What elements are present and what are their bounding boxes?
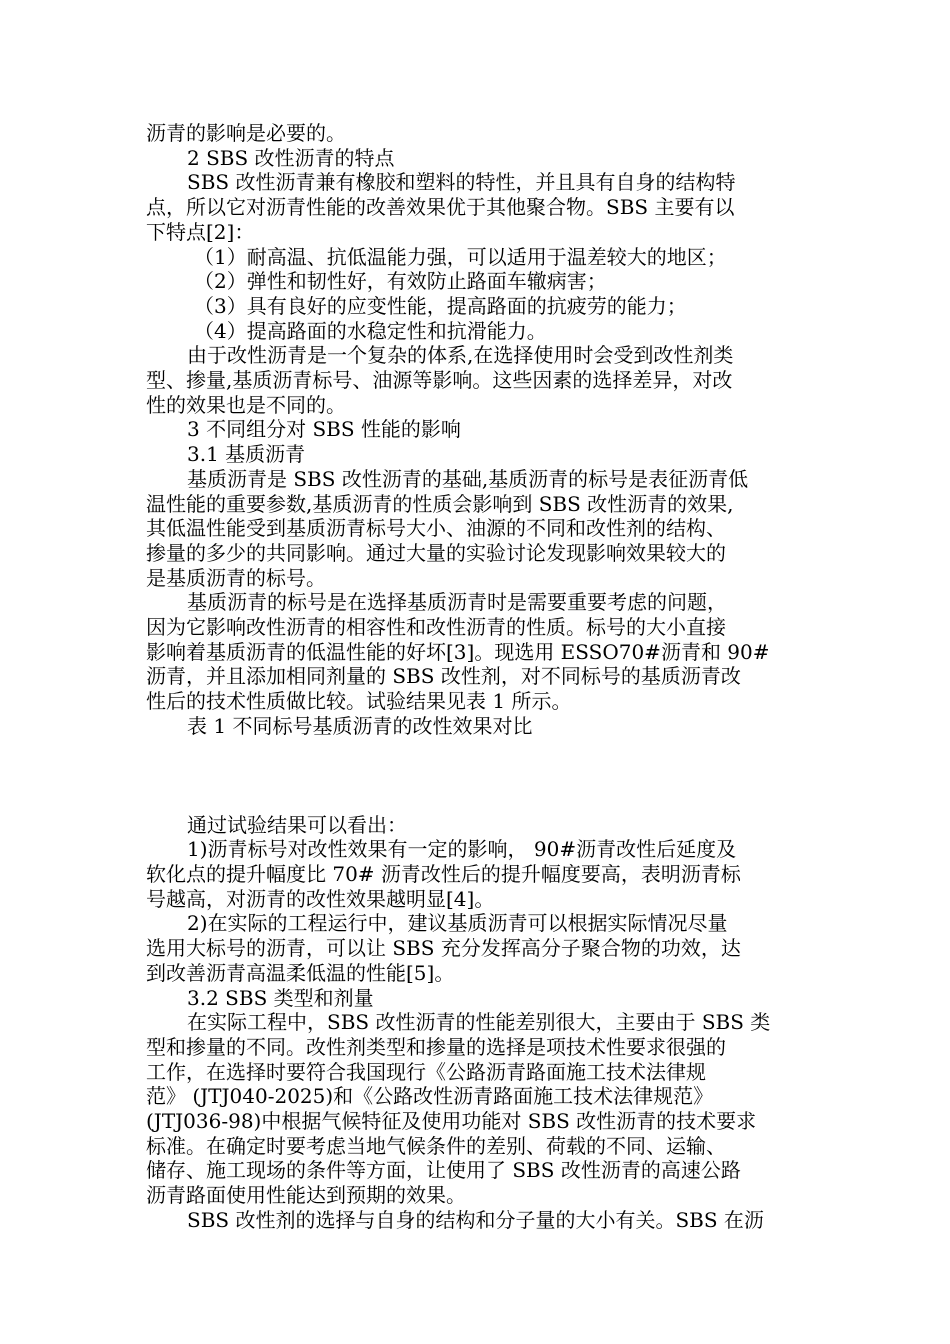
subsection-heading: 3.2 SBS 类型和剂量 [187,985,374,1010]
text-line: 型和掺量的不同。改性剂类型和掺量的选择是项技术性要求很强的 [146,1034,726,1059]
text-line: 沥青，并且添加相同剂量的 SBS 改性剂，对不同标号的基质沥青改 [146,664,741,689]
text-line: 因为它影响改性沥青的相容性和改性沥青的性质。标号的大小直接 [146,615,726,640]
table-placeholder-gap [146,739,806,813]
text-line: (JTJ036-98)中根据气候特征及使用功能对 SBS 改性沥青的技术要求 [146,1109,757,1134]
section-heading: 2 SBS 改性沥青的特点 [187,145,395,170]
text-line: 性的效果也是不同的。 [146,392,346,417]
text-line: 影响着基质沥青的低温性能的好坏[3]。现选用 ESSO70#沥青和 90# [146,639,770,664]
text-line: 型、掺量,基质沥青标号、油源等影响。这些因素的选择差异，对改 [146,368,733,393]
text-line: 号越高，对沥青的改性效果越明显[4]。 [146,886,495,911]
text-line: 储存、施工现场的条件等方面，让使用了 SBS 改性沥青的高速公路 [146,1158,741,1183]
list-item: （4）提高路面的水稳定性和抗滑能力。 [194,318,547,343]
text-line: 沥青路面使用性能达到预期的效果。 [146,1183,466,1208]
text-line: 工作，在选择时要符合我国现行《公路沥青路面施工技术法律规 [146,1059,706,1084]
text-line: 选用大标号的沥青，可以让 SBS 充分发挥高分子聚合物的功效，达 [146,936,741,961]
text-line: 1)沥青标号对改性效果有一定的影响， 90#沥青改性后延度及 [187,837,737,862]
section-heading: 3 不同组分对 SBS 性能的影响 [187,417,461,442]
document-body [146,121,806,1233]
text-line: 软化点的提升幅度比 70# 沥青改性后的提升幅度要高，表明沥青标 [146,861,741,886]
text-line: SBS 改性剂的选择与自身的结构和分子量的大小有关。SBS 在沥 [187,1207,764,1232]
text-line: 掺量的多少的共同影响。通过大量的实验讨论发现影响效果较大的 [146,540,726,565]
text-line: 下特点[2]： [146,219,255,244]
text-line: 沥青的影响是必要的。 [146,121,346,145]
text-line: 标准。在确定时要考虑当地气候条件的差别、荷载的不同、运输、 [146,1133,726,1158]
text-line: 其低温性能受到基质沥青标号大小、油源的不同和改性剂的结构、 [146,516,726,541]
text-line: 2)在实际的工程运行中，建议基质沥青可以根据实际情况尽量 [187,911,728,936]
list-item: （1）耐高温、抗低温能力强，可以适用于温差较大的地区； [194,244,727,269]
list-item: （2）弹性和韧性好，有效防止路面车辙病害； [194,269,607,294]
text-line: 通过试验结果可以看出： [187,812,407,837]
text-line: 性后的技术性质做比较。试验结果见表 1 所示。 [146,689,572,714]
text-line: 由于改性沥青是一个复杂的体系,在选择使用时会受到改性剂类 [187,343,734,368]
text-line: 到改善沥青高温柔低温的性能[5]。 [146,960,455,985]
list-item: （3）具有良好的应变性能，提高路面的抗疲劳的能力； [194,293,687,318]
table-caption: 表 1 不同标号基质沥青的改性效果对比 [187,713,533,738]
subsection-heading: 3.1 基质沥青 [187,442,306,467]
text-line: 是基质沥青的标号。 [146,565,326,590]
text-line: 范》 (JTJ040-2025)和《公路改性沥青路面施工技术法律规范》 [146,1084,714,1109]
text-line: 基质沥青是 SBS 改性沥青的基础,基质沥青的标号是表征沥青低 [187,466,749,491]
text-line: SBS 改性沥青兼有橡胶和塑料的特性，并且具有自身的结构特 [187,170,736,195]
text-line: 温性能的重要参数,基质沥青的性质会影响到 SBS 改性沥青的效果, [146,491,734,516]
text-line: 点，所以它对沥青性能的改善效果优于其他聚合物。SBS 主要有以 [146,195,735,220]
text-line: 在实际工程中，SBS 改性沥青的性能差别很大，主要由于 SBS 类 [187,1010,771,1035]
text-line: 基质沥青的标号是在选择基质沥青时是需要重要考虑的问题， [187,590,727,615]
